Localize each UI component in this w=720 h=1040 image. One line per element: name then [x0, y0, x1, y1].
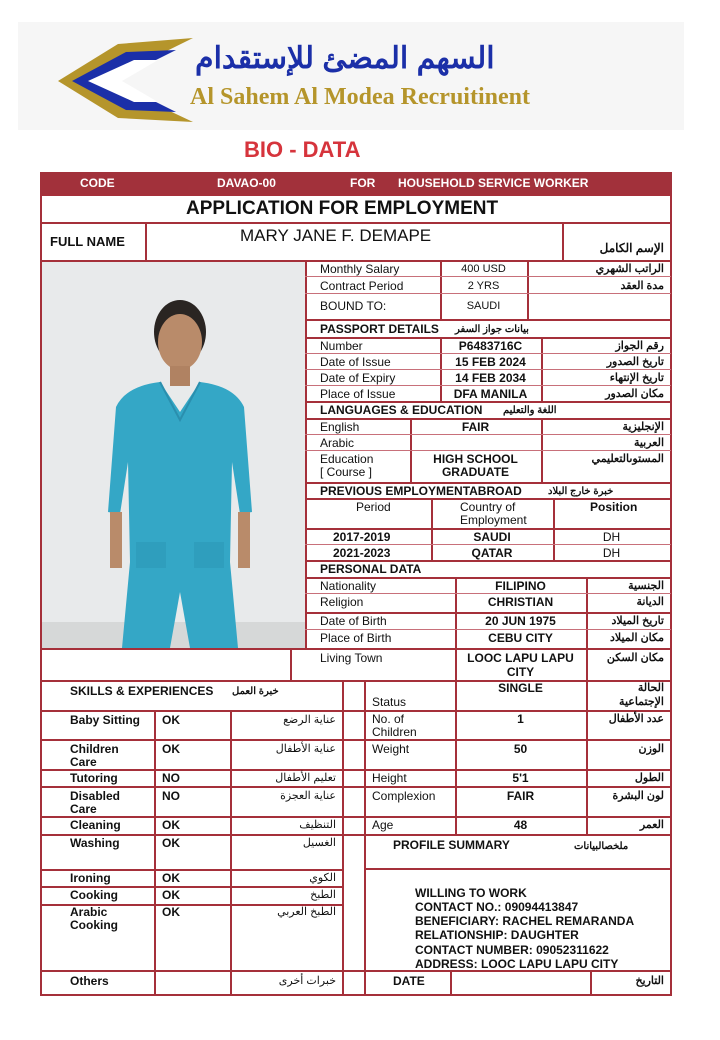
- skill-label-arabic: عناية العجزة: [280, 790, 336, 802]
- place-of-issue-label-arabic: مكان الصدور: [605, 388, 664, 400]
- employment-position: DH: [602, 546, 621, 560]
- skills-heading-arabic: خبرة العمل: [232, 686, 279, 697]
- others-label: Others: [70, 974, 109, 988]
- employment-country: QATAR: [471, 546, 513, 560]
- code-value: DAVAO-00: [217, 176, 276, 190]
- skill-label: Tutoring: [70, 771, 118, 785]
- skills-heading: SKILLS & EXPERIENCES: [70, 684, 214, 698]
- place-of-birth-label-arabic: مكان الميلاد: [609, 632, 664, 644]
- doc-title: BIO - DATA: [244, 137, 361, 162]
- skill-label: Children: [70, 742, 119, 756]
- skill-label-arabic: الطبخ العربي: [277, 906, 336, 918]
- place-of-birth-label: Place of Birth: [320, 631, 392, 645]
- date-label-arabic: التاريخ: [635, 975, 664, 987]
- full-name-label: FULL NAME: [50, 234, 125, 249]
- place-of-issue-value: DFA MANILA: [453, 387, 528, 401]
- contract-period-label: Contract Period: [320, 279, 404, 293]
- skill-label-line2: Care: [70, 802, 97, 816]
- for-label: FOR: [350, 176, 376, 190]
- profile-beneficiary: BENEFICIARY: RACHEL REMARANDA: [415, 914, 635, 928]
- languages-heading-arabic: اللغة والتعليم: [503, 405, 557, 416]
- date-of-expiry-label-arabic: تاريخ الإنتهاء: [609, 372, 664, 384]
- english-label-arabic: الإنجليزية: [622, 421, 664, 433]
- country-column-header: Country of: [460, 500, 516, 514]
- profile-relationship: RELATIONSHIP: DAUGHTER: [415, 928, 579, 942]
- height-label: Height: [372, 771, 407, 785]
- skill-label-arabic: عناية الرضع: [283, 714, 336, 726]
- profile-beneficiary-contact: CONTACT NUMBER: 09052311622: [415, 943, 609, 957]
- skill-value: OK: [162, 713, 180, 727]
- position-applied: HOUSEHOLD SERVICE WORKER: [398, 176, 589, 190]
- skill-label: Washing: [70, 836, 120, 850]
- skill-value: NO: [162, 771, 180, 785]
- skill-label-line2: Care: [70, 755, 97, 769]
- skill-value: OK: [162, 905, 180, 919]
- contract-period-label-arabic: مدة العقد: [620, 280, 664, 292]
- bound-to-value: SAUDI: [466, 300, 501, 312]
- profile-summary-heading-arabic: ملخصالبيانات: [574, 841, 629, 852]
- country-column-header-line2: Employment: [460, 513, 527, 527]
- height-value: 5'1: [512, 771, 529, 785]
- skill-label: Baby Sitting: [70, 713, 141, 727]
- religion-label-arabic: الديانة: [636, 596, 664, 608]
- complexion-value: FAIR: [506, 789, 535, 803]
- passport-heading: PASSPORT DETAILS: [320, 322, 439, 336]
- skill-value: OK: [162, 818, 180, 832]
- weight-value: 50: [513, 742, 528, 756]
- profile-line: WILLING TO WORK: [415, 886, 527, 900]
- age-label: Age: [372, 818, 394, 832]
- date-of-birth-value: 20 JUN 1975: [485, 614, 556, 628]
- skill-value: OK: [162, 871, 180, 885]
- date-of-issue-label-arabic: تاريخ الصدور: [606, 356, 664, 368]
- monthly-salary-value: 400 USD: [461, 263, 506, 275]
- others-label-arabic: خبرات أخرى: [278, 975, 336, 987]
- date-of-birth-label-arabic: تاريخ الميلاد: [611, 615, 664, 627]
- nationality-label: Nationality: [320, 579, 377, 593]
- arabic-label-arabic: العربية: [633, 437, 664, 449]
- skill-label-arabic: عناية الأطفال: [275, 743, 336, 755]
- employment-position: DH: [602, 530, 621, 544]
- date-of-birth-label: Date of Birth: [320, 614, 387, 628]
- skill-value: NO: [162, 789, 180, 803]
- skill-label: Cooking: [70, 888, 118, 902]
- children-label-line2: Children: [372, 725, 417, 739]
- date-of-issue-label: Date of Issue: [320, 355, 391, 369]
- agency-name-english: Al Sahem Al Modea Recruitinent: [190, 84, 530, 110]
- weight-label-arabic: الوزن: [638, 743, 664, 755]
- skill-label: Arabic: [70, 905, 108, 919]
- date-label: DATE: [393, 974, 425, 988]
- course-label: [ Course ]: [320, 465, 373, 479]
- date-of-expiry-label: Date of Expiry: [320, 371, 396, 385]
- status-label-arabic: الحالة: [637, 682, 664, 694]
- living-town-label-arabic: مكان السكن: [606, 652, 664, 664]
- skill-value: OK: [162, 742, 180, 756]
- passport-heading-arabic: بيانات جواز السفر: [455, 324, 529, 335]
- position-column-header: Position: [590, 500, 638, 514]
- employment-period: 2017-2019: [333, 530, 391, 544]
- skill-label: Ironing: [70, 871, 111, 885]
- education-label: Education: [320, 452, 374, 466]
- profile-address: ADDRESS: LOOC LAPU LAPU CITY: [415, 957, 619, 971]
- arabic-label: Arabic: [320, 436, 355, 450]
- personal-data-heading: PERSONAL DATA: [320, 562, 422, 576]
- passport-number-label-arabic: رقم الجواز: [615, 340, 664, 352]
- religion-value: CHRISTIAN: [487, 595, 554, 609]
- skill-label-arabic: الغسيل: [302, 837, 336, 849]
- living-town-value: LOOC LAPU LAPU: [467, 651, 574, 665]
- english-value: FAIR: [461, 420, 490, 434]
- bound-to-label: BOUND TO:: [320, 299, 387, 313]
- skill-label: Disabled: [70, 789, 121, 803]
- full-name-label-arabic: الإسم الكامل: [599, 241, 664, 255]
- period-column-header: Period: [356, 500, 391, 514]
- monthly-salary-label-arabic: الراتب الشهري: [595, 263, 664, 275]
- agency-name-arabic: السهم المضئ للإستقدام: [195, 42, 495, 75]
- skill-label-arabic: الكوي: [309, 872, 336, 884]
- religion-label: Religion: [320, 595, 364, 609]
- age-label-arabic: العمر: [639, 819, 664, 831]
- skill-label-arabic: التنظيف: [299, 819, 336, 831]
- skill-value: OK: [162, 888, 180, 902]
- status-value: SINGLE: [498, 681, 543, 695]
- employment-heading-arabic: خبرة خارج البلاد: [548, 486, 614, 497]
- place-of-birth-value: CEBU CITY: [488, 631, 553, 645]
- children-label: No. of: [372, 712, 405, 726]
- education-value-line2: GRADUATE: [441, 465, 510, 479]
- contract-period-value: 2 YRS: [467, 280, 500, 292]
- employment-country: SAUDI: [473, 530, 511, 544]
- passport-number-label: Number: [320, 339, 363, 353]
- skill-label-line2: Cooking: [70, 918, 118, 932]
- profile-summary-heading: PROFILE SUMMARY: [393, 838, 510, 852]
- skill-label-arabic: تعليم الأطفال: [275, 772, 336, 784]
- status-label-arabic-line2: الإجتماعية: [619, 696, 664, 708]
- complexion-label-arabic: لون البشرة: [612, 790, 664, 802]
- form-title: APPLICATION FOR EMPLOYMENT: [186, 198, 499, 219]
- arrow-logo-icon: [58, 38, 193, 122]
- languages-heading: LANGUAGES & EDUCATION: [320, 403, 483, 417]
- profile-contact-number: CONTACT NO.: 09094413847: [415, 900, 579, 914]
- skill-label: Cleaning: [70, 818, 121, 832]
- education-label-arabic: المستوىالتعليمي: [591, 453, 664, 465]
- full-name-value: MARY JANE F. DEMAPE: [240, 226, 432, 245]
- agency-logo: [58, 36, 198, 126]
- living-town-label: Living Town: [320, 651, 383, 665]
- complexion-label: Complexion: [372, 789, 436, 803]
- nationality-label-arabic: الجنسية: [628, 580, 664, 592]
- date-of-issue-value: 15 FEB 2024: [455, 355, 526, 369]
- employment-period: 2021-2023: [333, 546, 391, 560]
- children-value: 1: [517, 712, 524, 726]
- education-value: HIGH SCHOOL: [433, 452, 518, 466]
- date-of-expiry-value: 14 FEB 2034: [455, 371, 526, 385]
- english-label: English: [320, 420, 360, 434]
- height-label-arabic: الطول: [634, 772, 664, 784]
- status-label: Status: [372, 695, 407, 709]
- age-value: 48: [513, 818, 528, 832]
- code-label: CODE: [80, 176, 115, 190]
- skill-label-arabic: الطبخ: [310, 889, 336, 901]
- skill-value: OK: [162, 836, 180, 850]
- living-town-value-line2: CITY: [506, 665, 535, 679]
- place-of-issue-label: Place of Issue: [320, 387, 396, 401]
- nationality-value: FILIPINO: [495, 579, 546, 593]
- applicant-photo: [42, 262, 305, 648]
- passport-number-value: P6483716C: [458, 339, 523, 353]
- monthly-salary-label: Monthly Salary: [320, 262, 400, 276]
- children-label-arabic: عدد الأطفال: [608, 713, 664, 725]
- weight-label: Weight: [372, 742, 410, 756]
- employment-heading: PREVIOUS EMPLOYMENTABROAD: [320, 484, 522, 498]
